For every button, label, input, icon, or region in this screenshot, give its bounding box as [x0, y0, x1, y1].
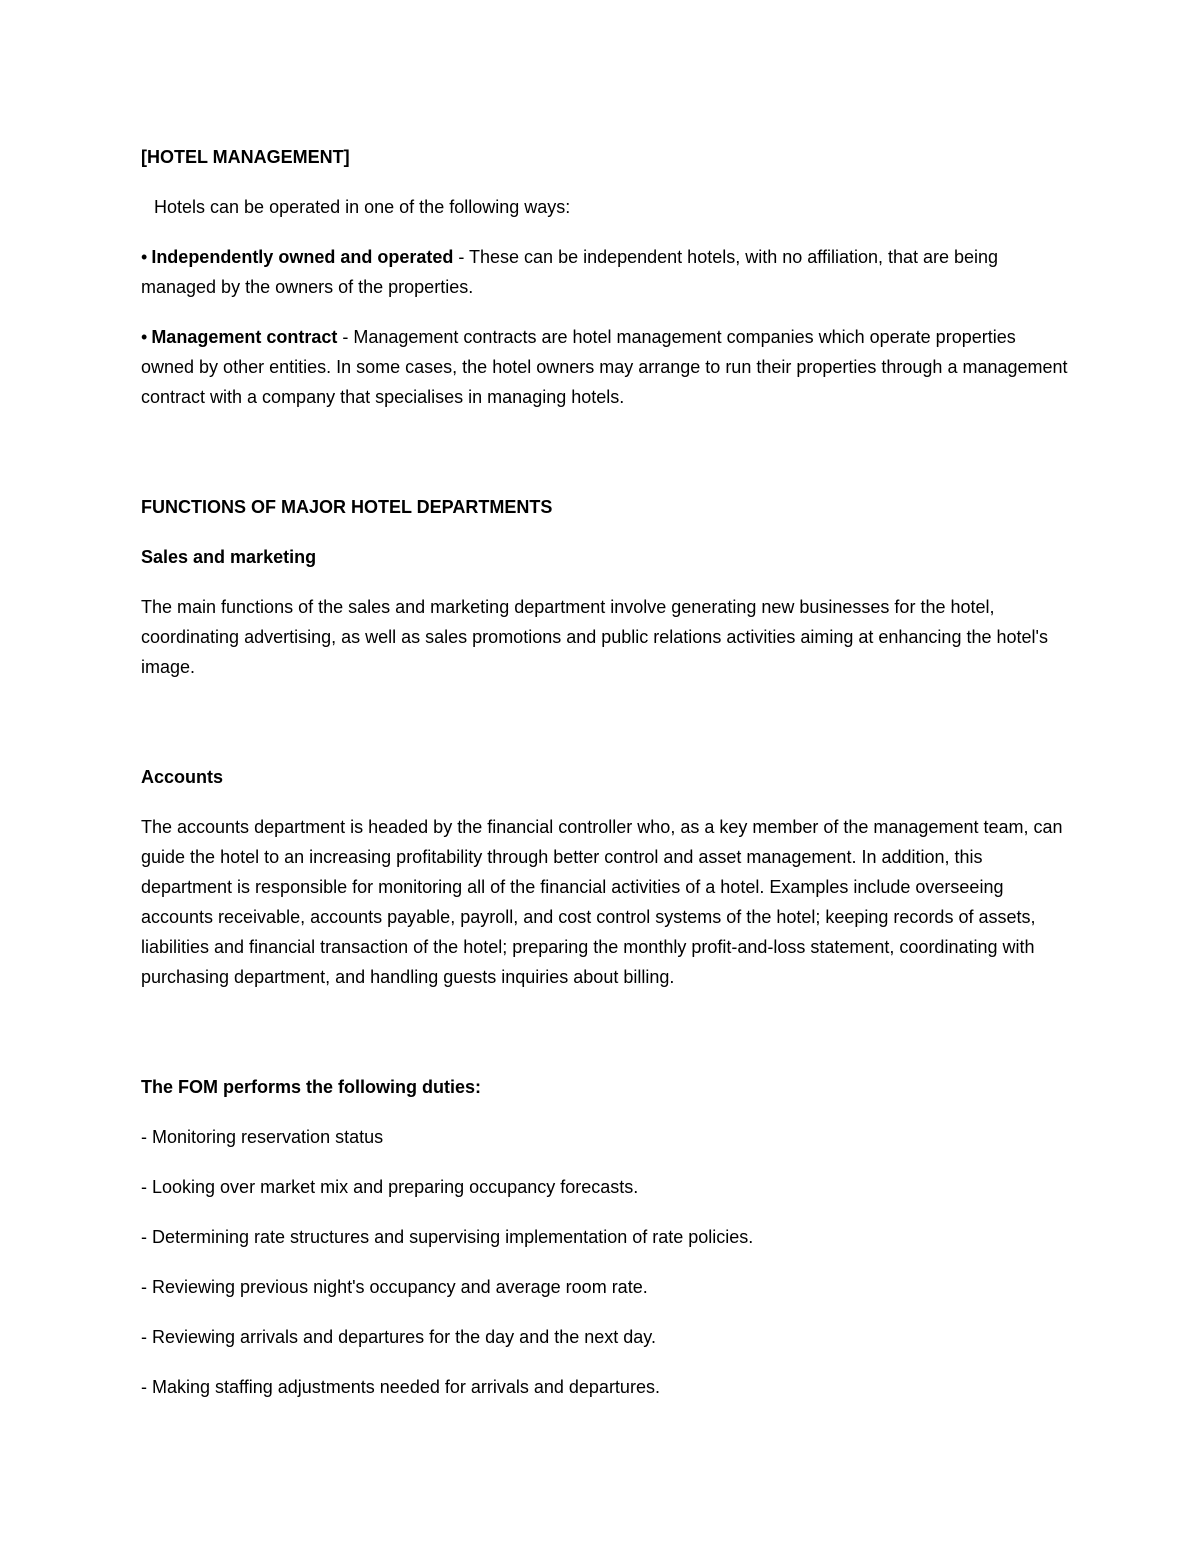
fom-duty: - Looking over market mix and preparing occupancy forecasts. — [141, 1177, 639, 1197]
accounts-heading: Accounts — [141, 767, 224, 787]
fom-duty: - Determining rate structures and supervising implementation of rate policies. — [141, 1227, 754, 1247]
fom-duty: - Reviewing previous night's occupancy and average room rate. — [141, 1277, 648, 1297]
bullet-text: - Management contracts are hotel management companies which operate properties owned by other entities. In some cases, the hotel owners may arrange to run their properties through a management contract with a company that specialises in managing hotels. — [141, 327, 1068, 407]
bullet-icon: • — [141, 327, 148, 347]
bullet-icon: • — [141, 247, 148, 267]
section-heading: FUNCTIONS OF MAJOR HOTEL DEPARTMENTS — [141, 497, 553, 517]
sales-body: The main functions of the sales and marketing department involve generating new businesses for the hotel, coordinating advertising, as well as sales promotions and public relations activities aiming at enhancing the hotel's image. — [141, 597, 1048, 677]
fom-duty: - Monitoring reservation status — [141, 1127, 384, 1147]
bullet-term: Independently owned and operated — [151, 247, 454, 267]
bullet-management-contract — [141, 322, 1071, 412]
bullet-text: - These can be independent hotels, with no affiliation, that are being managed by the owners of the properties. — [141, 247, 999, 297]
bullet-term: Management contract — [151, 327, 338, 347]
fom-heading: The FOM performs the following duties: — [141, 1077, 481, 1097]
bullet-independent — [141, 242, 1071, 302]
fom-duty: - Reviewing arrivals and departures for the day and the next day. — [141, 1327, 656, 1347]
sales-heading: Sales and marketing — [141, 547, 317, 567]
fom-duty: - Making staffing adjustments needed for arrivals and departures. — [141, 1377, 660, 1397]
accounts-body: The accounts department is headed by the financial controller who, as a key member of the management team, can guide the hotel to an increasing profitability through better control and asset management. In addition, this department is responsible for monitoring all of the financial activities of a hotel. Examples include overseeing accounts receivable, accounts payable, payroll, and cost control systems of the hotel; keeping records of assets, liabilities and financial transaction of the hotel; preparing the monthly profit-and-loss statement, coordinating with purchasing department, and handling guests inquiries about billing. — [141, 817, 1063, 987]
intro-text: Hotels can be operated in one of the following ways: — [154, 197, 571, 217]
document-content — [141, 142, 1071, 1402]
document-title: [HOTEL MANAGEMENT] — [141, 147, 350, 167]
